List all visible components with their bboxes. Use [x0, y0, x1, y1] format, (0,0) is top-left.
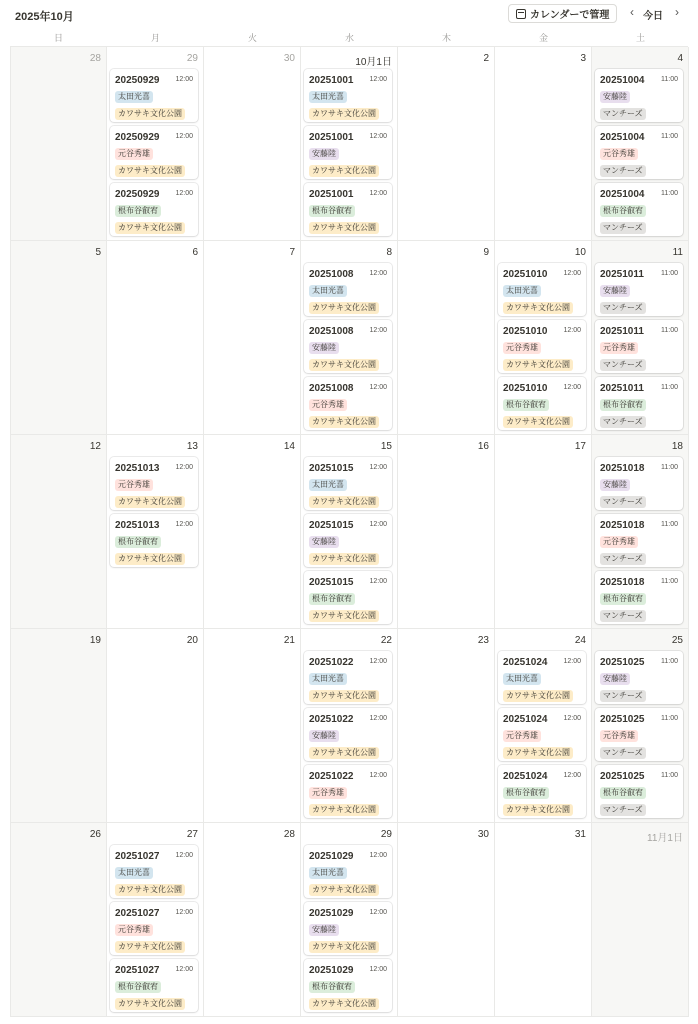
event-card[interactable] [304, 457, 392, 510]
calendar-day-cell[interactable] [10, 47, 107, 241]
day-number: 12 [89, 441, 101, 452]
event-title: 20251001 [309, 75, 354, 86]
event-time: 12:00 [369, 658, 387, 665]
calendar-day-cell[interactable] [301, 435, 398, 629]
event-title: 20251029 [309, 908, 354, 919]
weekday-label: 月 [150, 33, 160, 43]
venue-tag: マンチーズ [600, 496, 646, 508]
day-number: 11 [672, 247, 683, 258]
calendar-day-cell[interactable] [107, 823, 204, 1017]
event-time: 12:00 [175, 76, 193, 83]
event-time: 12:00 [563, 384, 581, 391]
venue-tag: マンチーズ [600, 165, 646, 177]
event-card[interactable] [498, 263, 586, 316]
day-number: 4 [677, 53, 683, 64]
event-title: 20251024 [503, 714, 548, 725]
event-card[interactable] [498, 320, 586, 373]
person-tag: 元谷秀雄 [600, 536, 638, 548]
event-card[interactable] [304, 263, 392, 316]
previous-month-button[interactable]: ‹ [630, 5, 634, 19]
month-grid [10, 46, 688, 1024]
person-tag: 太田光喜 [309, 91, 347, 103]
calendar-day-cell[interactable] [592, 47, 689, 241]
calendar-day-cell[interactable] [495, 435, 592, 629]
person-tag: 安藤陸 [309, 148, 339, 160]
venue-tag: カワサキ文化公園 [309, 108, 379, 120]
venue-tag: カワサキ文化公園 [503, 359, 573, 371]
event-card[interactable] [595, 514, 683, 567]
event-title: 20251029 [309, 965, 354, 976]
venue-tag: カワサキ文化公園 [115, 884, 185, 896]
calendar-day-cell[interactable] [107, 241, 204, 435]
person-tag: 元谷秀雄 [600, 148, 638, 160]
weekday-label: 火 [247, 33, 257, 43]
venue-tag: カワサキ文化公園 [503, 302, 573, 314]
day-number: 30 [283, 53, 295, 64]
today-button[interactable]: 今日 [643, 11, 663, 22]
venue-tag: カワサキ文化公園 [309, 302, 379, 314]
venue-tag: カワサキ文化公園 [309, 222, 379, 234]
person-tag: 安藤陸 [600, 479, 630, 491]
person-tag: 太田光喜 [115, 91, 153, 103]
venue-tag: カワサキ文化公園 [309, 804, 379, 816]
calendar-day-cell[interactable] [301, 241, 398, 435]
event-title: 20251004 [600, 132, 645, 143]
venue-tag: カワサキ文化公園 [115, 941, 185, 953]
venue-tag: マンチーズ [600, 610, 646, 622]
person-tag: 安藤陸 [600, 285, 630, 297]
event-title: 20251008 [309, 326, 354, 337]
person-tag: 元谷秀雄 [309, 787, 347, 799]
event-card[interactable] [110, 457, 198, 510]
day-number: 11月1日 [647, 833, 683, 844]
event-card[interactable] [595, 126, 683, 179]
event-time: 11:00 [661, 327, 678, 334]
venue-tag: カワサキ文化公園 [309, 165, 379, 177]
weekday-label: 金 [538, 33, 548, 43]
event-card[interactable] [595, 377, 683, 430]
event-time: 12:00 [369, 133, 387, 140]
event-time: 12:00 [563, 772, 581, 779]
event-card[interactable] [304, 708, 392, 761]
venue-tag: カワサキ文化公園 [309, 998, 379, 1010]
event-card[interactable] [595, 708, 683, 761]
calendar-day-cell[interactable] [495, 241, 592, 435]
person-tag: 根布谷叡宥 [600, 205, 646, 217]
day-number: 28 [283, 829, 295, 840]
day-number: 8 [386, 247, 392, 258]
day-number: 28 [89, 53, 101, 64]
person-tag: 元谷秀雄 [115, 148, 153, 160]
venue-tag: マンチーズ [600, 302, 646, 314]
day-number: 31 [574, 829, 586, 840]
event-card[interactable] [304, 320, 392, 373]
event-title: 20251025 [600, 714, 645, 725]
venue-tag: マンチーズ [600, 553, 646, 565]
event-card[interactable] [498, 765, 586, 818]
person-tag: 安藤陸 [309, 536, 339, 548]
event-time: 12:00 [563, 658, 581, 665]
event-time: 12:00 [369, 578, 387, 585]
event-card[interactable] [304, 514, 392, 567]
person-tag: 安藤陸 [309, 342, 339, 354]
day-number: 26 [89, 829, 101, 840]
event-time: 12:00 [369, 327, 387, 334]
event-card[interactable] [595, 571, 683, 624]
day-number: 3 [580, 53, 586, 64]
person-tag: 根布谷叡宥 [600, 787, 646, 799]
next-month-button[interactable]: › [675, 5, 679, 19]
event-card[interactable] [304, 651, 392, 704]
venue-tag: マンチーズ [600, 359, 646, 371]
event-time: 11:00 [661, 715, 678, 722]
event-time: 12:00 [369, 966, 387, 973]
day-number: 24 [574, 635, 586, 646]
calendar-day-cell[interactable] [10, 629, 107, 823]
calendar-day-cell[interactable] [495, 823, 592, 1017]
event-time: 11:00 [661, 384, 678, 391]
event-card[interactable] [595, 69, 683, 122]
day-number: 29 [186, 53, 198, 64]
event-time: 11:00 [661, 658, 678, 665]
venue-tag: カワサキ文化公園 [115, 553, 185, 565]
day-number: 10月1日 [355, 57, 392, 68]
event-title: 20251018 [600, 463, 645, 474]
weekday-label: 土 [635, 33, 645, 43]
event-title: 20251008 [309, 383, 354, 394]
day-number: 30 [477, 829, 489, 840]
venue-tag: カワサキ文化公園 [309, 941, 379, 953]
day-number: 27 [186, 829, 198, 840]
event-title: 20251008 [309, 269, 354, 280]
event-card[interactable] [498, 377, 586, 430]
event-card[interactable] [110, 183, 198, 236]
event-card[interactable] [498, 708, 586, 761]
day-number: 13 [186, 441, 198, 452]
person-tag: 太田光喜 [309, 867, 347, 879]
event-time: 12:00 [369, 772, 387, 779]
event-title: 20251011 [600, 269, 644, 280]
event-card[interactable] [304, 765, 392, 818]
event-time: 12:00 [175, 464, 193, 471]
person-tag: 元谷秀雄 [115, 479, 153, 491]
event-title: 20251001 [309, 189, 354, 200]
event-time: 11:00 [661, 76, 678, 83]
event-title: 20251018 [600, 520, 645, 531]
person-tag: 安藤陸 [309, 924, 339, 936]
person-tag: 元谷秀雄 [503, 730, 541, 742]
weekday-label: 木 [441, 33, 451, 43]
calendar-day-cell[interactable] [592, 629, 689, 823]
person-tag: 元谷秀雄 [115, 924, 153, 936]
person-tag: 元谷秀雄 [503, 342, 541, 354]
venue-tag: カワサキ文化公園 [309, 496, 379, 508]
event-time: 12:00 [369, 464, 387, 471]
person-tag: 元谷秀雄 [600, 730, 638, 742]
calendar-day-cell[interactable] [301, 629, 398, 823]
event-title: 20251022 [309, 714, 354, 725]
event-time: 12:00 [175, 852, 193, 859]
event-card[interactable] [595, 320, 683, 373]
event-time: 12:00 [175, 521, 193, 528]
day-number: 2 [483, 53, 489, 64]
day-number: 23 [477, 635, 489, 646]
event-time: 12:00 [369, 190, 387, 197]
event-card[interactable] [304, 845, 392, 898]
day-number: 15 [380, 441, 392, 452]
event-title: 20251010 [503, 383, 548, 394]
event-time: 12:00 [175, 966, 193, 973]
venue-tag: カワサキ文化公園 [115, 165, 185, 177]
day-number: 7 [289, 247, 295, 258]
venue-tag: カワサキ文化公園 [115, 222, 185, 234]
event-card[interactable] [304, 69, 392, 122]
event-title: 20251015 [309, 577, 354, 588]
person-tag: 安藤陸 [309, 730, 339, 742]
event-time: 12:00 [369, 270, 387, 277]
day-number: 14 [283, 441, 295, 452]
calendar-day-cell[interactable] [592, 435, 689, 629]
weekday-label: 日 [53, 33, 63, 43]
event-title: 20251011 [600, 326, 644, 337]
event-title: 20251010 [503, 269, 548, 280]
calendar-day-cell[interactable] [592, 823, 689, 1017]
calendar-day-cell[interactable] [10, 823, 107, 1017]
person-tag: 太田光喜 [309, 673, 347, 685]
event-card[interactable] [304, 126, 392, 179]
event-title: 20251022 [309, 771, 354, 782]
venue-tag: カワサキ文化公園 [115, 998, 185, 1010]
day-number: 17 [574, 441, 586, 452]
calendar-day-cell[interactable] [204, 241, 301, 435]
event-title: 20251001 [309, 132, 354, 143]
venue-tag: カワサキ文化公園 [503, 747, 573, 759]
calendar-day-cell[interactable] [398, 435, 495, 629]
event-time: 11:00 [661, 190, 678, 197]
person-tag: 安藤陸 [600, 91, 630, 103]
event-time: 12:00 [175, 133, 193, 140]
event-card[interactable] [595, 263, 683, 316]
event-time: 12:00 [563, 270, 581, 277]
person-tag: 元谷秀雄 [600, 342, 638, 354]
venue-tag: カワサキ文化公園 [503, 416, 573, 428]
person-tag: 安藤陸 [600, 673, 630, 685]
event-time: 12:00 [175, 909, 193, 916]
event-time: 11:00 [661, 270, 678, 277]
person-tag: 根布谷叡宥 [309, 205, 355, 217]
day-number: 20 [186, 635, 198, 646]
day-number: 19 [89, 635, 101, 646]
person-tag: 根布谷叡宥 [309, 981, 355, 993]
day-number: 5 [95, 247, 101, 258]
day-number: 18 [671, 441, 683, 452]
calendar-day-cell[interactable] [495, 629, 592, 823]
calendar-day-cell[interactable] [495, 47, 592, 241]
event-title: 20250929 [115, 75, 160, 86]
event-title: 20251027 [115, 908, 160, 919]
venue-tag: カワサキ文化公園 [115, 496, 185, 508]
person-tag: 元谷秀雄 [309, 399, 347, 411]
person-tag: 太田光喜 [503, 285, 541, 297]
day-number: 25 [671, 635, 683, 646]
venue-tag: カワサキ文化公園 [115, 108, 185, 120]
calendar-day-cell[interactable] [204, 629, 301, 823]
event-time: 11:00 [661, 133, 678, 140]
event-title: 20250929 [115, 132, 160, 143]
event-card[interactable] [110, 514, 198, 567]
event-title: 20251015 [309, 463, 354, 474]
manage-in-calendar-button[interactable] [508, 4, 617, 23]
event-title: 20251013 [115, 463, 160, 474]
calendar-day-cell[interactable] [398, 629, 495, 823]
day-number: 22 [380, 635, 392, 646]
event-card[interactable] [595, 183, 683, 236]
event-card[interactable] [595, 765, 683, 818]
day-number: 21 [283, 635, 295, 646]
calendar-day-cell[interactable] [10, 435, 107, 629]
calendar-day-cell[interactable] [301, 47, 398, 241]
person-tag: 太田光喜 [503, 673, 541, 685]
venue-tag: カワサキ文化公園 [503, 804, 573, 816]
event-card[interactable] [304, 183, 392, 236]
weekday-label: 水 [344, 33, 354, 43]
event-title: 20251027 [115, 851, 160, 862]
event-title: 20251024 [503, 771, 548, 782]
event-time: 12:00 [369, 852, 387, 859]
event-card[interactable] [595, 457, 683, 510]
event-title: 20251025 [600, 657, 645, 668]
event-card[interactable] [110, 845, 198, 898]
day-number: 9 [483, 247, 489, 258]
calendar-day-cell[interactable] [398, 241, 495, 435]
person-tag: 根布谷叡宥 [309, 593, 355, 605]
event-card[interactable] [110, 959, 198, 1012]
event-time: 11:00 [661, 464, 678, 471]
venue-tag: カワサキ文化公園 [309, 690, 379, 702]
person-tag: 根布谷叡宥 [115, 981, 161, 993]
venue-tag: カワサキ文化公園 [503, 690, 573, 702]
calendar-day-cell[interactable] [592, 241, 689, 435]
person-tag: 根布谷叡宥 [503, 787, 549, 799]
event-card[interactable] [498, 651, 586, 704]
person-tag: 根布谷叡宥 [503, 399, 549, 411]
calendar-day-cell[interactable] [107, 435, 204, 629]
event-title: 20251027 [115, 965, 160, 976]
calendar-icon [516, 9, 526, 19]
day-number: 10 [574, 247, 586, 258]
calendar-day-cell[interactable] [398, 823, 495, 1017]
person-tag: 太田光喜 [115, 867, 153, 879]
venue-tag: カワサキ文化公園 [309, 416, 379, 428]
event-card[interactable] [304, 959, 392, 1012]
manage-in-calendar-label: カレンダーで管理 [530, 10, 610, 21]
calendar-day-cell[interactable] [204, 823, 301, 1017]
day-number: 6 [192, 247, 198, 258]
event-card[interactable] [595, 651, 683, 704]
event-time: 12:00 [369, 909, 387, 916]
event-card[interactable] [110, 126, 198, 179]
event-time: 12:00 [563, 327, 581, 334]
venue-tag: マンチーズ [600, 690, 646, 702]
event-title: 20251025 [600, 771, 645, 782]
event-title: 20251004 [600, 189, 645, 200]
person-tag: 根布谷叡宥 [600, 399, 646, 411]
event-card[interactable] [304, 902, 392, 955]
person-tag: 根布谷叡宥 [115, 205, 161, 217]
person-tag: 根布谷叡宥 [115, 536, 161, 548]
event-card[interactable] [110, 902, 198, 955]
venue-tag: マンチーズ [600, 804, 646, 816]
event-title: 20251011 [600, 383, 644, 394]
event-time: 12:00 [369, 76, 387, 83]
venue-tag: カワサキ文化公園 [309, 553, 379, 565]
event-card[interactable] [304, 377, 392, 430]
event-time: 11:00 [661, 772, 678, 779]
person-tag: 太田光喜 [309, 285, 347, 297]
calendar-day-cell[interactable] [301, 823, 398, 1017]
month-title: 2025年10月 [15, 11, 74, 23]
event-card[interactable] [304, 571, 392, 624]
venue-tag: カワサキ文化公園 [309, 747, 379, 759]
venue-tag: カワサキ文化公園 [309, 884, 379, 896]
event-title: 20250929 [115, 189, 160, 200]
event-time: 12:00 [369, 715, 387, 722]
calendar-day-cell[interactable] [204, 47, 301, 241]
event-time: 12:00 [563, 715, 581, 722]
venue-tag: カワサキ文化公園 [309, 610, 379, 622]
event-title: 20251024 [503, 657, 548, 668]
event-title: 20251015 [309, 520, 354, 531]
event-time: 12:00 [175, 190, 193, 197]
calendar-day-cell[interactable] [107, 47, 204, 241]
day-number: 29 [380, 829, 392, 840]
venue-tag: マンチーズ [600, 222, 646, 234]
event-title: 20251029 [309, 851, 354, 862]
event-title: 20251018 [600, 577, 645, 588]
calendar-day-cell[interactable] [204, 435, 301, 629]
event-title: 20251022 [309, 657, 354, 668]
event-time: 11:00 [661, 578, 678, 585]
event-time: 12:00 [369, 521, 387, 528]
calendar-day-cell[interactable] [398, 47, 495, 241]
calendar-header [0, 0, 698, 28]
person-tag: 根布谷叡宥 [600, 593, 646, 605]
calendar-day-cell[interactable] [107, 629, 204, 823]
event-title: 20251004 [600, 75, 645, 86]
venue-tag: マンチーズ [600, 416, 646, 428]
venue-tag: マンチーズ [600, 747, 646, 759]
calendar-day-cell[interactable] [10, 241, 107, 435]
person-tag: 太田光喜 [309, 479, 347, 491]
day-number: 16 [477, 441, 489, 452]
venue-tag: マンチーズ [600, 108, 646, 120]
weekday-header-row [10, 28, 688, 46]
event-title: 20251010 [503, 326, 548, 337]
event-title: 20251013 [115, 520, 160, 531]
event-time: 11:00 [661, 521, 678, 528]
venue-tag: カワサキ文化公園 [309, 359, 379, 371]
event-time: 12:00 [369, 384, 387, 391]
event-card[interactable] [110, 69, 198, 122]
